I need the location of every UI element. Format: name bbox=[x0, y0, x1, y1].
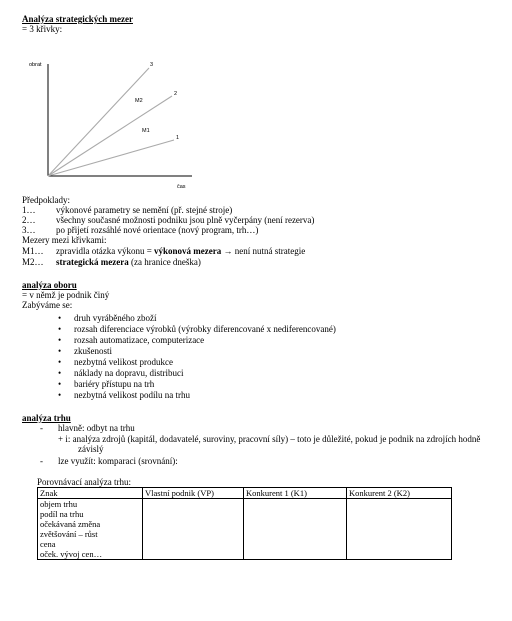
curve-1 bbox=[48, 140, 174, 176]
curve-3 bbox=[48, 68, 149, 176]
table-cell-criteria bbox=[38, 499, 143, 560]
assumption-num-2: 2… bbox=[22, 215, 36, 225]
gap-m2-bold: strategická mezera bbox=[56, 257, 129, 267]
assumption-text-3: po přijetí rozsáhlé nové orientace (nový program, trh…) bbox=[56, 225, 259, 235]
table-row bbox=[38, 499, 452, 560]
table-header-cell: Vlastní podnik (VP) bbox=[143, 488, 244, 499]
bullet-dot: • bbox=[58, 324, 62, 334]
list-item: rozsah diferenciace výrobků (výrobky diferencované x nediferencované) bbox=[74, 324, 336, 334]
table-cell-vp bbox=[143, 499, 244, 560]
table-header-cell: Konkurent 1 (K1) bbox=[244, 488, 347, 499]
market-comparison-point: lze využít: komparaci (srovnání): bbox=[58, 456, 178, 466]
industry-note: = v němž je podnik činý bbox=[22, 290, 110, 300]
criterion: podíl na trhu bbox=[40, 509, 84, 519]
assumption-num-3: 3… bbox=[22, 225, 36, 235]
section-title-strategic-gaps: Analýza strategických mezer bbox=[22, 14, 133, 24]
assumptions-title: Předpoklady: bbox=[22, 195, 70, 205]
market-resources-line: + i: analýza zdrojů (kapitál, dodavatelé, suroviny, pracovní síly) – toto je důležité, pokud je podnik na zdrojích hodně bbox=[58, 434, 481, 444]
table-header-cell: Znak bbox=[38, 488, 143, 499]
list-item: bariéry přístupu na trh bbox=[74, 379, 155, 389]
gap-m2-num: M2… bbox=[22, 257, 44, 267]
criterion: objem trhu bbox=[40, 499, 78, 509]
chart-xlabel: čas bbox=[177, 184, 186, 190]
list-item: rozsah automatizace, computerizace bbox=[74, 335, 205, 345]
assumption-num-1: 1… bbox=[22, 205, 36, 215]
table-header-row bbox=[38, 488, 452, 499]
bullet-dot: • bbox=[58, 335, 62, 345]
gaps-title: Mezery mezi křivkami: bbox=[22, 235, 107, 245]
criterion: cena bbox=[40, 539, 56, 549]
gap-m1-num: M1… bbox=[22, 246, 44, 256]
dash-glyph: - bbox=[40, 456, 43, 466]
list-item: nezbytná velikost podílu na trhu bbox=[74, 390, 190, 400]
table-cell-k2 bbox=[347, 499, 452, 560]
gap-m2-post: (za hranice dneška) bbox=[128, 257, 201, 267]
list-item: druh vyráběného zboží bbox=[74, 313, 157, 323]
curve-label-2: 2 bbox=[174, 91, 178, 97]
gap-m1-pre: zpravidla otázka výkonu = bbox=[56, 246, 155, 256]
strategic-gaps-chart bbox=[0, 0, 512, 200]
bullet-dot: • bbox=[58, 368, 62, 378]
section-title-market-analysis: analýza trhu bbox=[22, 413, 71, 423]
gap-m1-post: → není nutná strategie bbox=[221, 246, 306, 256]
list-item: náklady na dopravu, distribuci bbox=[74, 368, 184, 378]
criterion: zvětšování – růst bbox=[40, 529, 98, 539]
section-title-industry-analysis: analýza oboru bbox=[22, 280, 77, 290]
comparison-table bbox=[37, 487, 452, 560]
gap-m2-text bbox=[56, 257, 201, 267]
gap-label-m2: M2 bbox=[135, 98, 143, 104]
assumption-text-1: výkonové parametry se nemění (př. stejné stroje) bbox=[56, 205, 233, 215]
bullet-dot: • bbox=[58, 346, 62, 356]
market-main-point: hlavně: odbyt na trhu bbox=[58, 423, 135, 433]
criterion: očekávaná změna bbox=[40, 519, 101, 529]
bullet-dot: • bbox=[58, 313, 62, 323]
curve-label-1: 1 bbox=[176, 135, 180, 141]
bullet-dot: • bbox=[58, 390, 62, 400]
three-curves-note: = 3 křivky: bbox=[22, 24, 63, 34]
assumption-text-2: všechny současné možnosti podniku jsou plně vyčerpány (není rezerva) bbox=[56, 215, 315, 225]
table-header-cell: Konkurent 2 (K2) bbox=[347, 488, 452, 499]
market-resources-line-cont: závislý bbox=[78, 444, 104, 454]
chart-ylabel: obrat bbox=[29, 62, 42, 68]
gap-m1-bold: výkonová mezera bbox=[154, 246, 222, 256]
curve-2 bbox=[48, 96, 172, 176]
industry-we-deal-with: Zabýváme se: bbox=[22, 300, 73, 310]
bullet-dot: • bbox=[58, 357, 62, 367]
table-cell-k1 bbox=[244, 499, 347, 560]
dash-glyph: - bbox=[40, 423, 43, 433]
curve-label-3: 3 bbox=[150, 62, 154, 68]
gap-label-m1: M1 bbox=[142, 128, 150, 134]
comparison-table-title: Porovnávací analýza trhu: bbox=[37, 477, 131, 487]
list-item: zkušenosti bbox=[74, 346, 112, 356]
gap-m1-text bbox=[56, 246, 305, 256]
criterion: oček. vývoj cen… bbox=[40, 549, 103, 559]
list-item: nezbytná velikost produkce bbox=[74, 357, 173, 367]
bullet-dot: • bbox=[58, 379, 62, 389]
